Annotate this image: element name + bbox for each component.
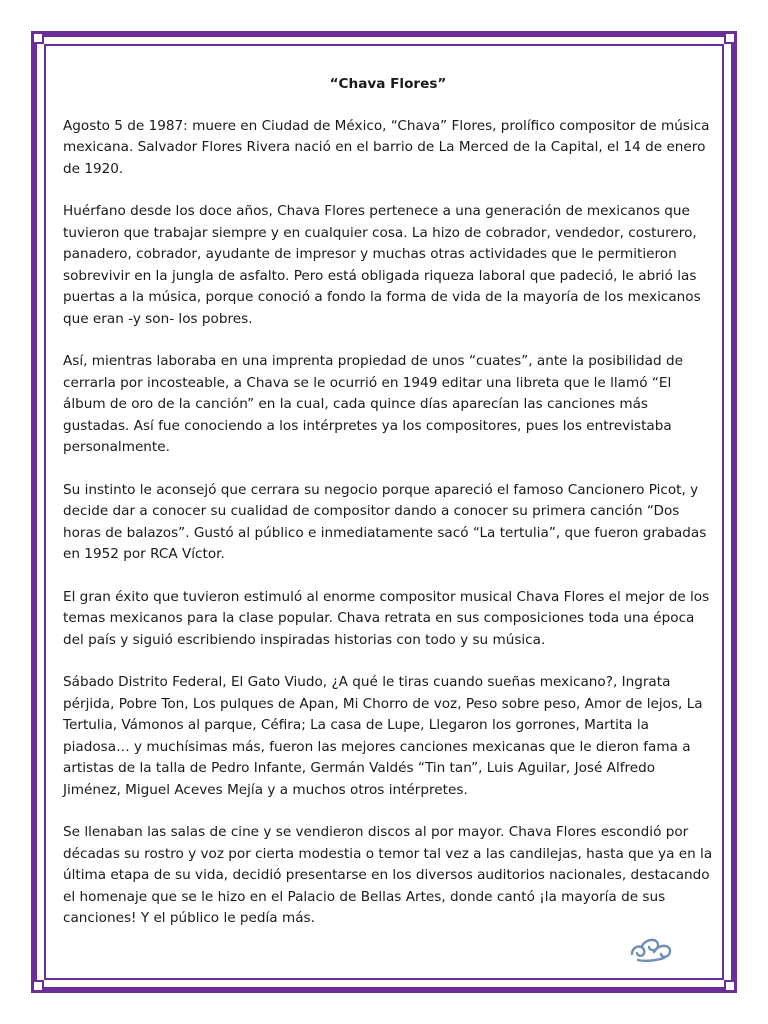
paragraph: Sábado Distrito Federal, El Gato Viudo, ¿A qué le tiras cuando sueñas mexicano?, Ingrata pérjida, Pobre Ton, Los pulques de Apan, Mi Chorro de voz, Peso sobre peso, Amor de lejos, La Tertulia, Vámonos al parque, Céfira; La casa de Lupe, Llegaron los gorrones, Martita la piadosa… y muchísimas más, fueron las mejores canciones mexicanas que le dieron fama a artistas de la talla de Pedro Infante, Germán Valdés “Tin tan”, Luis Aguilar, José Alfredo Jiménez, Miguel Aceves Mejía y a muchos otros intérpretes. <box>63 674 703 798</box>
document-body <box>63 74 713 951</box>
paragraph: Huérfano desde los doce años, Chava Flores pertenece a una generación de mexicanos que tuvieron que trabajar siempre y en cualquier cosa. La hizo de cobrador, vendedor, costurero, panadero, cobrador, ayudante de impresor y muchas otras actividades que le permitieron sobrevivir en la jungla de asfalto. Pero está obligada riqueza laboral que padeció, le abrió las puertas a la música, porque conoció a fondo la forma de vida de la mayoría de los mexicanos que eran -y son- los pobres. <box>63 203 701 327</box>
swirl-ornament-icon <box>628 932 674 964</box>
document-title: “Chava Flores” <box>329 76 447 92</box>
paragraph: El gran éxito que tuvieron estimuló al enorme compositor musical Chava Flores el mejor de los temas mexicanos para la clase popular. Chava retrata en sus composiciones toda una época del país y siguió escribiendo inspiradas historias con todo y su música. <box>63 588 710 648</box>
paragraph: Así, mientras laboraba en una imprenta propiedad de unos “cuates”, ante la posibilidad de cerrarla por incosteable, a Chava se le ocurrió en 1949 editar una libreta que le llamó “El álbum de oro de la canción” en la cual, cada quince días aparecían las canciones más gustadas. Así fue conociendo a los intérpretes ya los compositores, pues los entrevistaba personalmente. <box>63 353 683 455</box>
border-corner <box>32 32 44 44</box>
border-corner <box>724 980 736 992</box>
paragraph: Su instinto le aconsejó que cerrara su negocio porque apareció el famoso Cancionero Picot, y decide dar a conocer su cualidad de compositor dando a conocer su primera canción “Dos horas de balazos”. Gustó al público e inmediatamente sacó “La tertulia”, que fueron grabadas en 1952 por RCA Víctor. <box>63 481 707 562</box>
paragraph: Se llenaban las salas de cine y se vendieron discos al por mayor. Chava Flores escondió por décadas su rostro y voz por cierta modestia o temor tal vez a las candilejas, hasta que ya en la última etapa de su vida, decidió presentarse en los diversos auditorios nacionales, destacando el homenaje que se le hizo en el Palacio de Bellas Artes, donde cantó ¡la mayoría de sus canciones! Y el público le pedía más. <box>63 824 713 926</box>
border-corner <box>32 980 44 992</box>
border-corner <box>724 32 736 44</box>
paragraph: Agosto 5 de 1987: muere en Ciudad de México, “Chava” Flores, prolífico compositor de música mexicana. Salvador Flores Rivera nació en el barrio de La Merced de la Capital, el 14 de enero de 1920. <box>63 117 710 177</box>
